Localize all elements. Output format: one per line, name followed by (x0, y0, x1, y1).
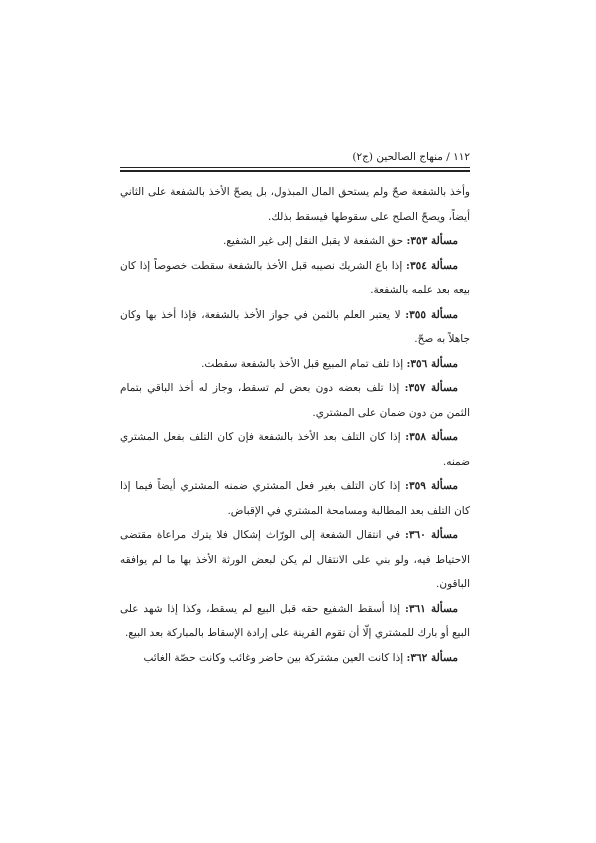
paragraph-text: إذا كانت العين مشتركة بين حاضر وغائب وكانت حصّة الغائب (143, 651, 407, 664)
paragraph-text: لا يعتبر العلم بالثمن في جواز الأخذ بالشفعة، فإذا أخذ بها وكان جاهلاً به صحّ. (120, 308, 470, 345)
paragraph-text: إذا كان التلف بغير فعل المشتري ضمنه المشتري أيضاً فيما إذا كان التلف بعد المطالبة ومسامحة المشتري في الإقباض. (120, 480, 470, 517)
issue-label: مسألة ٣٦٢: (406, 651, 458, 664)
issue-label: مسألة ٣٥٣: (406, 235, 458, 247)
paragraph-continuation (120, 180, 470, 229)
paragraph-360 (120, 523, 470, 597)
paragraph-359 (120, 474, 470, 523)
issue-label: مسألة ٣٥٨: (405, 431, 458, 443)
issue-label: مسألة ٣٥٤: (406, 259, 458, 272)
issue-label: مسألة ٣٥٧: (404, 382, 458, 394)
running-header: ١١٢ / منهاج الصالحين (ج٢) (352, 151, 470, 163)
page-body (120, 180, 470, 670)
paragraph-362 (120, 646, 470, 671)
paragraph-text: حق الشفعة لا يقبل النقل إلى غير الشفيع. (222, 235, 407, 247)
paragraph-357 (120, 376, 470, 425)
paragraph-text: إذا تلف تمام المبيع قبل الأخذ بالشفعة سقطت. (201, 357, 407, 370)
issue-label: مسألة ٣٦٠: (404, 529, 458, 541)
header-rule-thin (120, 167, 470, 168)
paragraph-text: إذا أسقط الشفيع حقه قبل البيع لم يسقط، وكذا إذا شهد على البيع أو بارك للمشتري إلّا أن تقوم القرينة على إرادة الإسقاط بالمباركة بعد البيع. (120, 602, 470, 639)
paragraph-text: إذا كان التلف بعد الأخذ بالشفعة فإن كان التلف بفعل المشتري ضمنه. (120, 431, 470, 468)
paragraph-text: إذا تلف بعضه دون بعض لم تسقط، وجاز له أخذ الباقي بتمام الثمن من دون ضمان على المشتري. (120, 382, 470, 419)
paragraph-356 (120, 352, 470, 377)
paragraph-354 (120, 254, 470, 303)
paragraph-text: في انتقال الشفعة إلى الورّاث إشكال فلا يترك مراعاة مقتضى الاحتياط فيه، ولو بني على الانتقال لم يكن لبعض الورثة الأخذ بها ما لم يوافقه الباقون. (120, 529, 470, 590)
issue-label: مسألة ٣٥٦: (406, 357, 458, 370)
issue-label: مسألة ٣٥٩: (405, 480, 458, 492)
paragraph-text: إذا باع الشريك نصيبه قبل الأخذ بالشفعة سقطت خصوصاً إذا كان بيعه بعد علمه بالشفعة. (120, 259, 470, 296)
issue-label: مسألة ٣٦١: (404, 602, 458, 615)
header-rule-thick (120, 170, 470, 172)
paragraph-text: وأخذ بالشفعة صحّ ولم يستحق المال المبذول، بل يصحّ الأخذ بالشفعة على الثاني أيضاً، ويصحّ الصلح على سقوطها فيسقط بذلك. (120, 186, 470, 223)
paragraph-358 (120, 425, 470, 474)
paragraph-353 (120, 229, 470, 254)
paragraph-361 (120, 597, 470, 646)
issue-label: مسألة ٣٥٥: (405, 308, 458, 321)
paragraph-355 (120, 303, 470, 352)
